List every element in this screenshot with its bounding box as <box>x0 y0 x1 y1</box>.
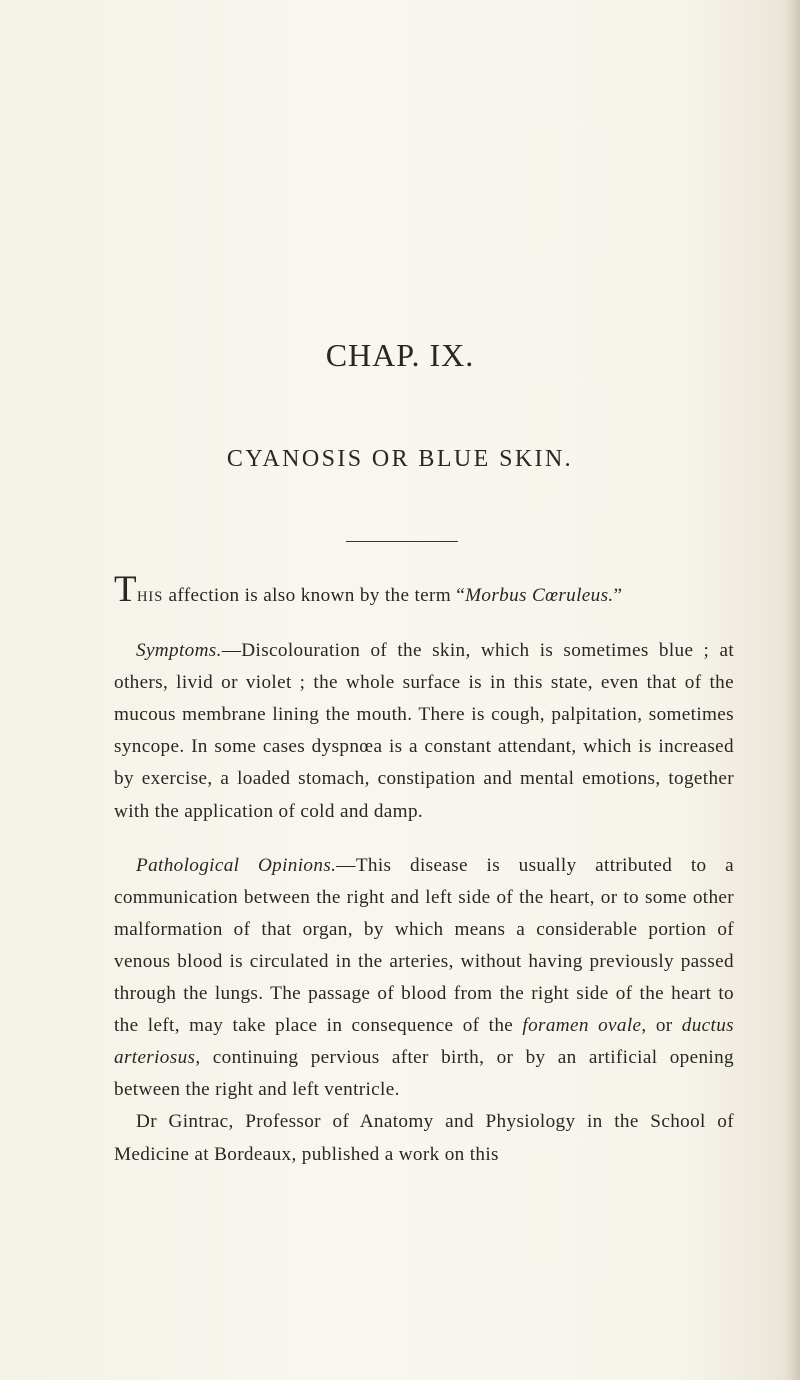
pathology-term-foramen: foramen ovale <box>522 1015 642 1037</box>
pathology-term-ductus: ductus arteriosus <box>114 1015 734 1069</box>
pathology-label: Pathological Opinions. <box>136 854 337 876</box>
page-edge-shadow <box>786 0 800 1380</box>
body-text <box>114 569 735 1171</box>
pathology-text-3: , continuing pervious after birth, or by an artificial opening between the right and left ventricle. <box>114 1047 734 1101</box>
symptoms-text: —Discolouration of the skin, which is sometimes blue ; at others, livid or violet ; the whole surface is in this state, even that of the mucous membrane lining the mouth. There is cough, palpitation, sometimes syncope. In some cases dyspnœa is a constant attendant, which is increased by exercise, a loaded stomach, constipation and mental emotions, together with the application of cold and damp. <box>114 640 734 822</box>
intro-paragraph <box>114 569 734 613</box>
chapter-heading: CHAP. IX. <box>325 337 475 373</box>
section-divider <box>346 541 458 542</box>
pathology-text-1: —This disease is usually attributed to a communication between the right and left side of the heart, or to some other malformation of that organ, by which means a considerable portion of venous blood is circulated in the arteries, without having previously passed through the lungs. The passage of blood from the right side of the heart to the left, may take place in consequence of the <box>114 854 735 1037</box>
intro-close-quote: ” <box>613 585 623 606</box>
pathology-text-2: , or <box>641 1015 682 1037</box>
symptoms-label: Symptoms. <box>136 640 222 662</box>
intro-text: affection is also known by the term “ <box>163 585 466 606</box>
gintrac-text: Dr Gintrac, Professor of Anatomy and Physiology in the School of Medicine at Bordeaux, published a work on this <box>114 1111 734 1165</box>
pathology-paragraph <box>114 850 734 1107</box>
intro-term: Morbus Cœruleus. <box>465 585 614 606</box>
drop-cap: T <box>114 569 137 610</box>
chapter-title: CYANOSIS OR BLUE SKIN. <box>226 446 574 472</box>
gintrac-paragraph <box>114 1106 734 1170</box>
symptoms-paragraph <box>114 635 734 828</box>
intro-smallcaps: HIS <box>136 589 164 605</box>
